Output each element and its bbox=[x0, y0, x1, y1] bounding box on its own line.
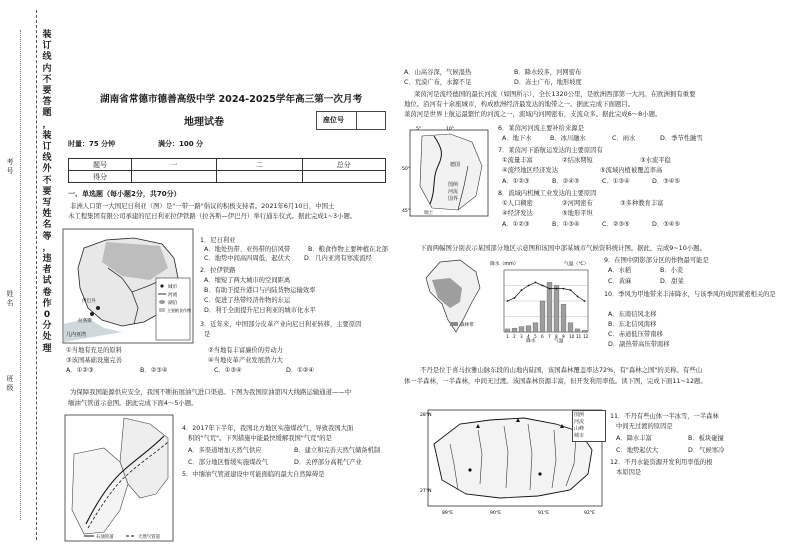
question-10: 10．季风为甲地带来丰沛降水，与该季风的成因紧密相关的是 bbox=[604, 291, 776, 298]
binding-warning-char: 不 bbox=[42, 175, 52, 186]
option-2d[interactable]: D．利于全面提升尼日利亚的城市化水平 bbox=[204, 307, 316, 314]
option-1d[interactable]: D．几内亚湾有寒流流经 bbox=[304, 255, 372, 262]
option-8b[interactable]: B．①③④ bbox=[552, 221, 580, 228]
option-1a[interactable]: A．地处热带、亚热带的信风带 bbox=[204, 246, 291, 253]
q8-item: ③多种教育丰富 bbox=[620, 200, 664, 207]
map5-legend bbox=[572, 410, 606, 442]
option-10b[interactable]: B．东北信风南移 bbox=[608, 321, 657, 328]
score-table-header: 一 bbox=[132, 159, 217, 171]
question-4: 4．2017年下半年，我国北方地区实施煤改气，导致我国大面 bbox=[182, 425, 354, 432]
binding-warning-char: 不 bbox=[42, 74, 52, 85]
intro-paragraph: 莱茵河是流经德国的最长河流（如图所示），全长1320公里，是欧洲西部第一大河。在欧洲拥有重要 bbox=[414, 90, 696, 98]
map1-legend-text: 城市 bbox=[168, 285, 178, 290]
option-11a[interactable]: A．降水丰富 bbox=[616, 435, 652, 442]
option-7b[interactable]: B．②④⑤ bbox=[552, 178, 580, 185]
score-table-header-row bbox=[69, 159, 386, 171]
option-9b[interactable]: B．小麦 bbox=[660, 267, 684, 274]
month-tick-label: 11 bbox=[576, 334, 582, 339]
option-11b[interactable]: B．板块碰撞 bbox=[688, 435, 724, 442]
map3-label: 德国 bbox=[450, 162, 461, 168]
precip-bar bbox=[547, 282, 552, 332]
binding-warning-text bbox=[40, 30, 54, 355]
q3-item: ②当地有丰富廉价的劳动力 bbox=[208, 347, 283, 354]
month-tick-label: 9 bbox=[562, 334, 565, 339]
precip-bar bbox=[512, 328, 517, 332]
exam-number-label: 考号 bbox=[6, 158, 14, 175]
option-2c[interactable]: C．促进了热带经济作物的东运 bbox=[204, 297, 291, 304]
precip-bar bbox=[519, 327, 524, 332]
india-map bbox=[420, 258, 486, 336]
chart-ylabel-right: 气温（℃） bbox=[564, 262, 589, 267]
map1-label: 几内亚湾 bbox=[66, 332, 87, 338]
precip-bar bbox=[526, 326, 531, 332]
binding-warning-char: 要 bbox=[42, 86, 52, 97]
month-tick-label: 4 bbox=[527, 334, 530, 339]
binding-dashed-line bbox=[36, 10, 37, 540]
binding-warning-char: 订 bbox=[42, 142, 52, 153]
option-3b[interactable]: B．②③④ bbox=[140, 367, 168, 374]
page-subtitle: 地理试卷 bbox=[184, 117, 224, 128]
score-row-label: 得分 bbox=[69, 171, 132, 183]
intro-paragraph: 非洲人口第一大国尼日利亚（图）是"一带一路"倡议的积极支持者。2021年6月10日，中国土 bbox=[70, 202, 335, 210]
binding-warning-char: 内 bbox=[42, 63, 52, 74]
seat-label: 座位号 bbox=[323, 116, 344, 124]
month-tick-label: 8 bbox=[555, 334, 558, 339]
option-2a[interactable]: A．缩短了两大城市的空间距离 bbox=[204, 277, 291, 284]
option-7c[interactable]: C．①③④ bbox=[602, 178, 630, 185]
question-6: 6．莱茵河河流主要补给来源是 bbox=[498, 125, 584, 132]
month-tick-label: 1 bbox=[506, 334, 509, 339]
temp-line bbox=[508, 282, 585, 301]
binding-warning-char: 要 bbox=[42, 186, 52, 197]
q8-item: ④经济发达 bbox=[502, 210, 533, 217]
binding-warning-char: 作 bbox=[42, 298, 52, 309]
month-tick-label: 2 bbox=[513, 334, 516, 339]
q8-item: ⑤地形平坦 bbox=[562, 210, 593, 217]
section-heading: 一、单选题（每小题2分，共70分） bbox=[68, 190, 181, 198]
option-3a[interactable]: A．①②③ bbox=[66, 367, 94, 374]
precip-bar bbox=[505, 329, 510, 332]
option-9c[interactable]: C．黄麻 bbox=[608, 278, 632, 285]
precip-bar bbox=[540, 301, 545, 332]
full-score: 满分：100 分 bbox=[158, 140, 204, 148]
binding-warning-char: 违 bbox=[42, 254, 52, 265]
score-cell[interactable] bbox=[132, 171, 217, 183]
chart-legend-temp: 气温 bbox=[554, 339, 564, 344]
map5-legend-item: 城市 bbox=[574, 433, 585, 439]
option-5a[interactable]: A．山高谷深，气候湿热 bbox=[404, 69, 472, 76]
binding-warning-char: 试 bbox=[42, 276, 52, 287]
option-10c[interactable]: C．赤道低压带南移 bbox=[608, 331, 663, 338]
seat-box bbox=[316, 111, 386, 130]
score-table-header: 题号 bbox=[69, 159, 132, 171]
map5-lon: 92°E bbox=[584, 511, 596, 516]
intro-paragraph: 缅油气管道示意图。据此完成下面4～5小题。 bbox=[68, 399, 198, 407]
binding-warning-char: 理 bbox=[42, 343, 52, 354]
map1-legend-text: 河流 bbox=[168, 293, 178, 298]
option-8a[interactable]: A．①②③ bbox=[502, 221, 530, 228]
map3-label: 瑞士 bbox=[424, 211, 434, 216]
question-7: 7．莱茵河下游航运发达的主要原因有 bbox=[498, 147, 603, 154]
option-4c[interactable]: C．部分地区暂缓实施煤改气 bbox=[188, 459, 268, 466]
precip-bar bbox=[575, 329, 580, 332]
option-9a[interactable]: A．水稻 bbox=[608, 267, 632, 274]
score-cell[interactable] bbox=[217, 171, 302, 183]
intro-paragraph: 莱茵河是世界上航运最繁忙的河流之一，流域内河网密布，支流众多。据此完成6～8小题。 bbox=[404, 110, 662, 118]
option-10d[interactable]: D．副热带高压带南移 bbox=[608, 341, 670, 348]
q7-item: ④流经地区经济发达 bbox=[502, 167, 559, 174]
option-7a[interactable]: A．①②③ bbox=[502, 178, 530, 185]
map5-lat: 27°N bbox=[420, 489, 432, 494]
binding-warning-char: 写 bbox=[42, 198, 52, 209]
score-table-row bbox=[69, 171, 386, 183]
option-6c[interactable]: C．雨水 bbox=[612, 135, 636, 142]
option-11c[interactable]: C．地势起伏大 bbox=[616, 447, 659, 454]
option-1c[interactable]: C．地势中间高四周低，起伏大 bbox=[204, 255, 291, 262]
map3-lon: 10° bbox=[446, 127, 455, 132]
binding-warning-char: 线 bbox=[42, 153, 52, 164]
map1-label: 伊巴丹 bbox=[82, 299, 96, 304]
precip-bar bbox=[568, 323, 573, 332]
score-cell[interactable] bbox=[302, 171, 385, 183]
binding-warning-char: 题 bbox=[42, 108, 52, 119]
map5-lon: 91°E bbox=[538, 511, 550, 516]
map5-lon: 90°E bbox=[490, 511, 502, 516]
option-3c[interactable]: C．①③④ bbox=[214, 367, 242, 374]
option-3d[interactable]: D．①②④ bbox=[286, 367, 315, 374]
binding-warning-char: 订 bbox=[42, 41, 52, 52]
option-4a[interactable]: A．多渠道增加天然气供应 bbox=[188, 447, 262, 454]
map5-legend-item: 河流 bbox=[574, 419, 585, 425]
month-tick-label: 12 bbox=[583, 334, 589, 339]
option-4b[interactable]: B．建立和完善天然气储备机制 bbox=[294, 447, 381, 454]
binding-warning-char: 分 bbox=[42, 321, 52, 332]
map1-legend-text: 主要粮食作物 bbox=[167, 308, 191, 313]
map3-lat: 50° bbox=[402, 167, 411, 172]
option-8c[interactable]: C．②③⑤ bbox=[602, 221, 630, 228]
month-tick-label: 7 bbox=[548, 334, 551, 339]
month-tick-label: 3 bbox=[520, 334, 523, 339]
map1-label: 拉各斯 bbox=[78, 319, 92, 324]
precip-bar bbox=[582, 330, 587, 332]
q7-item: ⑤流域内植被覆盖率高 bbox=[600, 167, 663, 174]
intro-paragraph: 木工程集团有限公司承建的尼日利亚拉伊铁路（拉各斯—伊巴丹）举行通车仪式。据此完成1~3小题。 bbox=[68, 212, 357, 220]
page-title: 湖南省常德市德善高级中学 2024-2025学年高三第一次月考 bbox=[100, 94, 363, 105]
map3-legend bbox=[448, 182, 496, 203]
q3-item: ④当地皮革产业发展潜力大 bbox=[208, 357, 283, 364]
binding-warning-char: ， bbox=[42, 119, 52, 130]
option-6a[interactable]: A．地下水 bbox=[502, 135, 532, 142]
chart-ylabel-left: 降水（mm） bbox=[490, 262, 519, 267]
map3-legend-title: 图例 bbox=[448, 182, 459, 188]
option-5c[interactable]: C．荒漠广布，水源不足 bbox=[404, 79, 472, 86]
map2-legend-text: 石油管道 bbox=[96, 535, 114, 540]
map5-legend-item: 图例 bbox=[574, 412, 585, 418]
binding-warning-char: 答 bbox=[42, 97, 52, 108]
map3-lat: 45° bbox=[402, 209, 411, 214]
map1-legend-text: 湖泊 bbox=[168, 301, 178, 306]
question-11-cont: 中间无过渡的原因是 bbox=[616, 423, 673, 430]
score-table-header: 二 bbox=[217, 159, 302, 171]
question-1: 1．尼日利亚 bbox=[200, 237, 236, 244]
question-11: 11．不丹有些山体一半冰雪，一半森林 bbox=[610, 413, 719, 420]
binding-warning-char: 处 bbox=[42, 332, 52, 343]
map3-legend-border: 国界 bbox=[448, 196, 459, 202]
q7-item: ②结冰期短 bbox=[562, 157, 593, 164]
binding-warning-char: 者 bbox=[42, 265, 52, 276]
option-9d[interactable]: D．甜菜 bbox=[660, 278, 684, 285]
q8-item: ①人口稠密 bbox=[502, 200, 533, 207]
score-table bbox=[68, 158, 386, 183]
q8-item: ②河网密布 bbox=[562, 200, 593, 207]
binding-warning-char: 姓 bbox=[42, 209, 52, 220]
name-label: 姓名 bbox=[6, 290, 14, 307]
binding-warning-char: 等 bbox=[42, 231, 52, 242]
option-5d[interactable]: D．冻土广布，地形坡度 bbox=[514, 79, 582, 86]
month-tick-label: 6 bbox=[541, 334, 544, 339]
option-5b[interactable]: B．降水较多，河网密布 bbox=[514, 69, 582, 76]
option-1b[interactable]: B．粮食作物主要种植在北部 bbox=[308, 246, 388, 253]
question-3-cont: 是 bbox=[204, 331, 211, 338]
option-7d[interactable]: D．③④⑤ bbox=[652, 178, 681, 185]
binding-warning-char: 名 bbox=[42, 220, 52, 231]
intro-paragraph: 下面两幅图分别表示某国部分地区示意图和该国中部某城市气候资料统计图。据此，完成9~10小题。 bbox=[420, 244, 706, 252]
binding-warning-char: 装 bbox=[42, 130, 52, 141]
q7-item: ③水流平稳 bbox=[640, 157, 671, 164]
precip-bar bbox=[561, 304, 566, 332]
month-tick-label: 10 bbox=[569, 334, 575, 339]
option-2b[interactable]: B．有助于提升港口与内陆货物运输效率 bbox=[204, 287, 316, 294]
question-12-cont: 本原因是 bbox=[616, 469, 642, 476]
map4-legend: 森林带 bbox=[460, 323, 474, 328]
binding-warning-char: ， bbox=[42, 242, 52, 253]
option-6d[interactable]: D．季节性融雪 bbox=[660, 135, 703, 142]
binding-warning-char: 0 bbox=[43, 310, 51, 321]
question-4-cont: 积的"气荒"。下列措施中能最快缓解我国"气荒"的是 bbox=[188, 435, 332, 442]
question-5: 5．中缅油气管道建设中可能面临的最大自然障碍是 bbox=[182, 471, 325, 478]
question-8: 8．流域内机械工业发达的主要原因 bbox=[498, 190, 597, 197]
option-10a[interactable]: A．东南信风北移 bbox=[608, 311, 657, 318]
option-4d[interactable]: D．关停部分高耗气产业 bbox=[294, 459, 362, 466]
precip-bar bbox=[533, 323, 538, 332]
chart-legend-precip: 降水 bbox=[526, 339, 536, 344]
binding-warning-char: 装 bbox=[42, 30, 52, 40]
intro-paragraph: 体一半森林，一半森林，中间无过渡。该国森林资源丰富，但开发利用率低。读下图，完成下面11~12题。 bbox=[404, 377, 707, 385]
rhine-map bbox=[402, 126, 492, 222]
class-label: 班级 bbox=[6, 375, 14, 392]
option-8d[interactable]: D．③④⑤ bbox=[652, 221, 681, 228]
nigeria-map bbox=[62, 228, 194, 344]
question-12: 12．不丹水能资源开发利用率低的根 bbox=[610, 459, 713, 466]
option-11d[interactable]: D．气候寒冷 bbox=[688, 447, 725, 454]
question-3: 3．近年来，中国部分皮革产业向尼日利亚转移，主要原因 bbox=[200, 321, 362, 328]
month-tick-label: 5 bbox=[534, 334, 537, 339]
precip-bar bbox=[554, 286, 559, 333]
map2-legend-text: 天然气管道 bbox=[138, 535, 160, 540]
binding-warning-char: 线 bbox=[42, 52, 52, 63]
score-table-header: 总分 bbox=[302, 159, 385, 171]
climate-chart bbox=[488, 258, 598, 344]
map5-lat: 28°N bbox=[420, 413, 432, 418]
exam-time: 时量：75 分钟 bbox=[68, 140, 116, 148]
binding-dotted-line bbox=[20, 30, 21, 520]
question-2: 2．拉伊铁路 bbox=[200, 267, 236, 274]
q3-item: ③该国基础设施完善 bbox=[66, 357, 123, 364]
q7-item: ①流量丰富 bbox=[502, 157, 533, 164]
map5-legend-item: 山峰 bbox=[574, 426, 585, 432]
pipeline-map bbox=[64, 414, 174, 542]
binding-warning-char: 卷 bbox=[42, 287, 52, 298]
map5-lon: 89°E bbox=[442, 511, 454, 516]
intro-paragraph: 不丹是位于喜马拉雅山脉东段的山地内陆国，该国森林覆盖率达72%，有"森林之国"的美称。有些山 bbox=[420, 366, 703, 374]
binding-margin bbox=[0, 0, 62, 550]
option-6b[interactable]: B．冰川融水 bbox=[550, 135, 586, 142]
q3-item: ①当地有充足的原料 bbox=[66, 347, 123, 354]
map3-lon: 5° bbox=[416, 127, 422, 132]
intro-paragraph: 地位。沿河有十余座城市，构成欧洲经济最发达的地带之一。据此完成下面题目。 bbox=[404, 100, 635, 108]
binding-warning-char: 外 bbox=[42, 164, 52, 175]
map3-legend-river: 河流 bbox=[448, 189, 459, 195]
intro-paragraph: 为保障我国能源供应安全，我国不断拓展油气进口渠道。下图为我国原油第四大线路运输通道——中 bbox=[70, 388, 352, 396]
question-9: 9．在图中阴影部分区的作物最可能是 bbox=[604, 257, 709, 264]
